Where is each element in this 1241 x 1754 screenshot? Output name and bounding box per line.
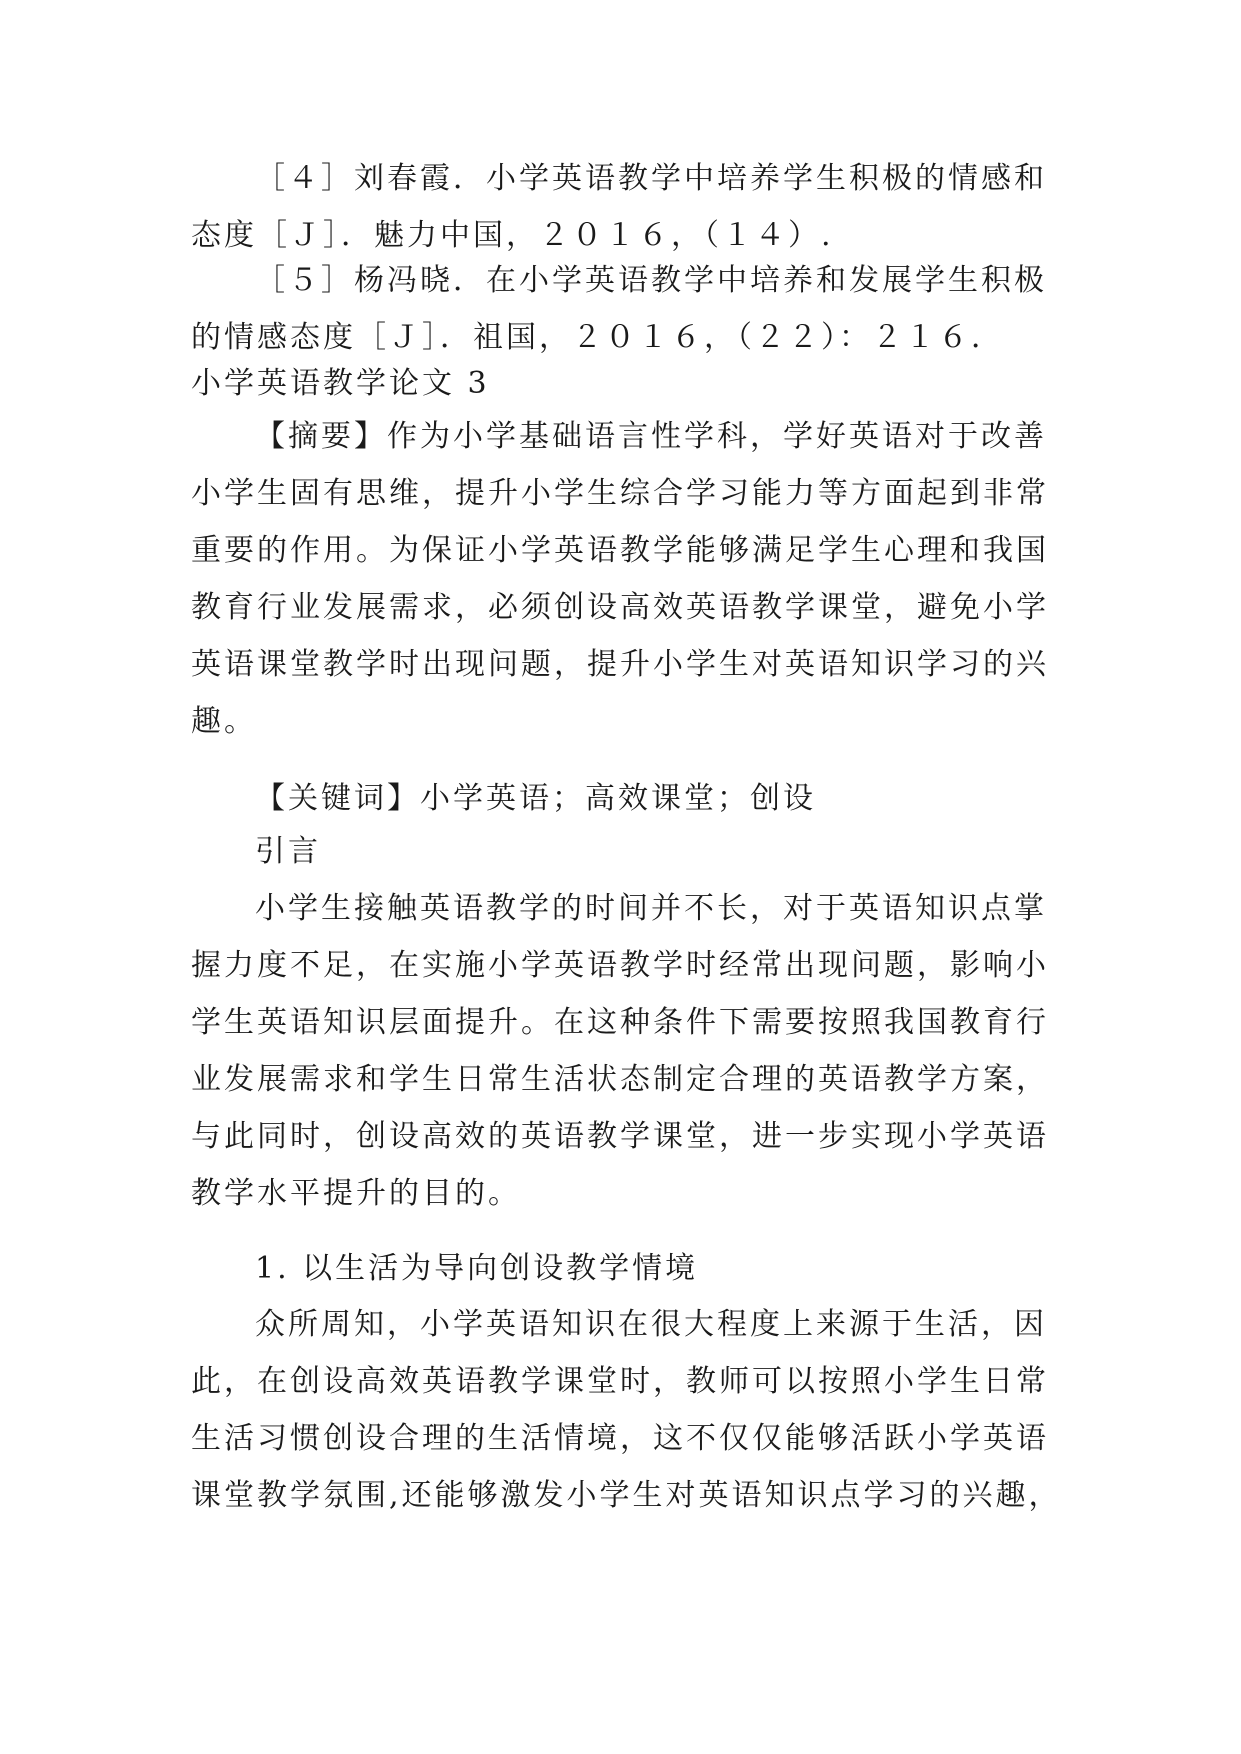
keywords (191, 770, 1041, 827)
abstract (191, 408, 1049, 750)
intro-line: 握力度不足，在实施小学英语教学时经常出现问题，影响小 (191, 948, 1049, 983)
body-1-line: 此，在创设高效英语教学课堂时，教师可以按照小学生日常 (191, 1364, 1049, 1399)
reference-4 (191, 150, 1047, 264)
intro-line: 业发展需求和学生日常生活状态制定合理的英语教学方案， (191, 1062, 1049, 1097)
abstract-line: 小学生固有思维，提升小学生综合学习能力等方面起到非常 (191, 476, 1049, 511)
intro-heading-text: 引言 (255, 834, 321, 869)
abstract-line: 英语课堂教学时出现问题，提升小学生对英语知识学习的兴 (191, 647, 1049, 682)
intro-heading (191, 823, 1041, 880)
abstract-line: 教育行业发展需求，必须创设高效英语教学课堂，避免小学 (191, 590, 1049, 625)
subheading-1 (191, 1240, 1041, 1297)
reference-5-line-1: ［５］杨冯晓．在小学英语教学中培养和发展学生积极 (255, 263, 1047, 298)
body-paragraph-1 (191, 1296, 1062, 1524)
subheading-1-text: 1. 以生活为导向创设教学情境 (255, 1251, 699, 1286)
body-1-line: 生活习惯创设合理的生活情境，这不仅仅能够活跃小学英语 (191, 1421, 1049, 1456)
reference-4-line-1: ［４］刘春霞．小学英语教学中培养学生积极的情感和 (255, 161, 1047, 196)
intro-line: 与此同时，创设高效的英语教学课堂，进一步实现小学英语 (191, 1119, 1049, 1154)
intro-line: 学生英语知识层面提升。在这种条件下需要按照我国教育行 (191, 1005, 1049, 1040)
abstract-line: 【摘要】作为小学基础语言性学科，学好英语对于改善 (255, 419, 1047, 454)
reference-5-line-2: 的情感态度［Ｊ］．祖国，２０１６，（２２）：２１６． (191, 320, 1004, 355)
section-title-text: 小学英语教学论文 3 (191, 366, 490, 401)
section-title (191, 355, 1041, 412)
intro-line: 小学生接触英语教学的时间并不长，对于英语知识点掌 (255, 891, 1047, 926)
body-1-line: 课堂教学氛围,还能够激发小学生对英语知识点学习的兴趣， (191, 1478, 1062, 1513)
intro-paragraph (191, 880, 1049, 1222)
reference-4-line-2: 态度［Ｊ］．魅力中国，２０１６，（１４）. (191, 218, 834, 253)
reference-5 (191, 252, 1047, 366)
abstract-line: 重要的作用。为保证小学英语教学能够满足学生心理和我国 (191, 533, 1049, 568)
intro-line: 教学水平提升的目的。 (191, 1176, 521, 1211)
keywords-text: 【关键词】小学英语；高效课堂；创设 (255, 781, 816, 816)
body-1-line: 众所周知，小学英语知识在很大程度上来源于生活，因 (255, 1307, 1047, 1342)
abstract-line: 趣。 (191, 704, 257, 739)
